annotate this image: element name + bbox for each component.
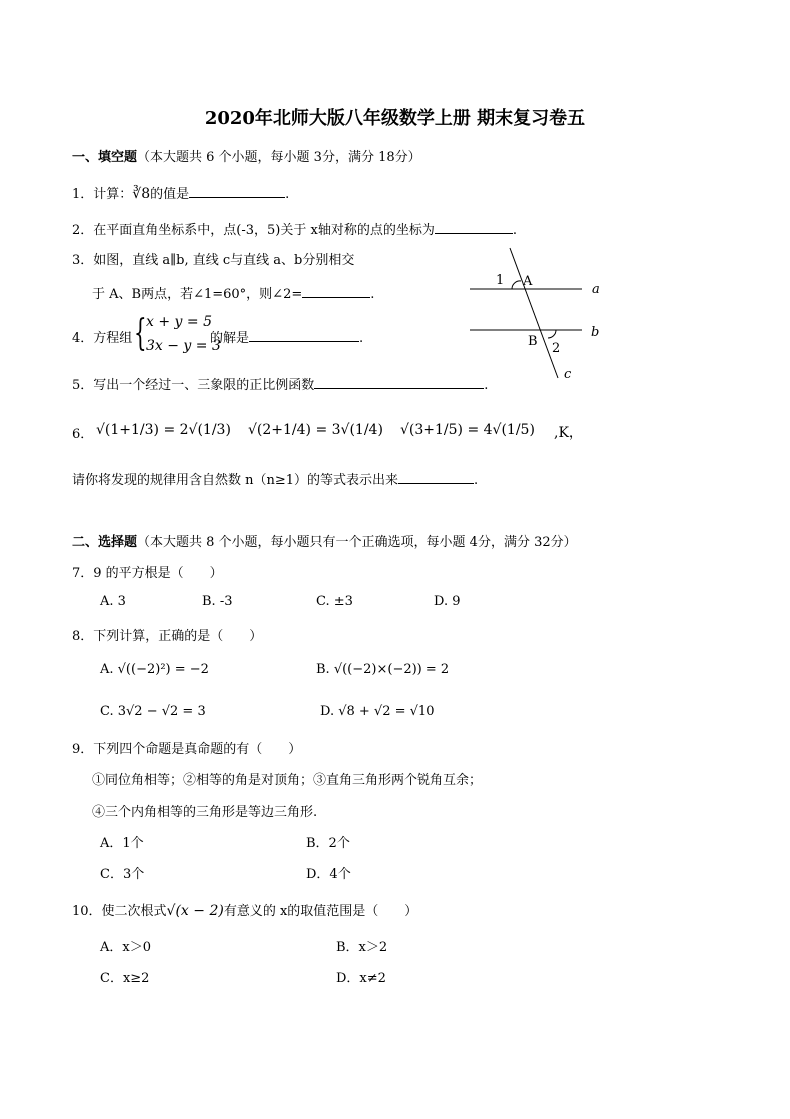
q10-option-c[interactable]: C．x≥2: [100, 971, 150, 986]
q5-answer-blank[interactable]: [314, 376, 484, 389]
label-2: 2: [552, 341, 561, 356]
q3-end: .: [370, 287, 375, 302]
q10-suffix: 有意义的 x的取值范围是（ ）: [223, 904, 418, 919]
q9-statements-line-2: ④三个内角相等的三角形是等边三角形.: [92, 805, 318, 820]
q1-suffix: 的值是: [150, 187, 190, 202]
q8-option-b[interactable]: B. √((−2)×(−2)) = 2: [316, 662, 450, 677]
label-A: A: [523, 274, 533, 289]
question-6-line-2: [72, 469, 478, 488]
q6-answer-blank[interactable]: [398, 471, 474, 484]
q5-text: 5．写出一个经过一、三象限的正比例函数: [72, 378, 315, 393]
q4-end: .: [359, 331, 364, 346]
q8-option-d[interactable]: D. √8 + √2 = √10: [320, 704, 435, 719]
q10-option-d[interactable]: D．x≠2: [336, 971, 386, 986]
question-9: 9．下列四个命题是真命题的有（ ）: [72, 742, 302, 757]
q7-option-c[interactable]: C. ±3: [316, 594, 353, 609]
section-2-heading: [72, 531, 577, 550]
q8-option-a[interactable]: A. √((−2)²) = −2: [100, 662, 209, 677]
q8-option-c[interactable]: C. 3√2 − √2 = 3: [100, 704, 206, 719]
page-title: 2020年北师大版八年级数学上册 期末复习卷五: [204, 108, 586, 129]
q3-answer-blank[interactable]: [302, 285, 370, 298]
line-c: [510, 248, 561, 378]
question-3-line-2: [92, 283, 374, 302]
q1-end: .: [285, 187, 290, 202]
q6-equation-3: √(3+1/5) = 4√(1/5): [400, 422, 535, 438]
q10-expr: √(x − 2): [166, 903, 224, 919]
q10-option-b[interactable]: B．x＞2: [336, 940, 388, 955]
q4-brace: {: [134, 313, 147, 354]
label-c: c: [564, 367, 572, 382]
q7-option-b[interactable]: B. -3: [202, 594, 233, 609]
q6-prefix: 6．: [72, 427, 94, 442]
q2-text: 2．在平面直角坐标系中，点(-3，5)关于 x轴对称的点的坐标为: [72, 223, 435, 238]
q6-text: 请你将发现的规律用含自然数 n（n≥1）的等式表示出来: [72, 473, 399, 488]
question-8: 8．下列计算，正确的是（ ）: [72, 629, 263, 644]
q1-answer-blank[interactable]: [189, 185, 285, 198]
question-3-line-1: 3．如图，直线 a∥b, 直线 c与直线 a、b分别相交: [72, 253, 355, 268]
q6-equation-2: √(2+1/4) = 3√(1/4): [248, 422, 383, 438]
question-1: [72, 183, 289, 202]
q5-end: .: [484, 378, 489, 393]
q9-option-a[interactable]: A．1个: [100, 836, 144, 851]
section-1-desc: （本大题共 6 个小题，每小题 3分，满分 18分）: [137, 150, 421, 165]
q1-prefix: 1．计算：: [72, 187, 133, 202]
q2-end: .: [512, 223, 517, 238]
label-1: 1: [496, 273, 505, 288]
q7-option-a[interactable]: A. 3: [100, 594, 126, 609]
q9-option-b[interactable]: B．2个: [306, 836, 350, 851]
q4-equation-1: x + y = 5: [146, 314, 212, 330]
q6-equation-1: √(1+1/3) = 2√(1/3): [96, 422, 231, 438]
section-2-desc: （本大题共 8 个小题，每小题只有一个正确选项，每小题 4分，满分 32分）: [137, 535, 577, 550]
parallel-lines-figure: [460, 244, 610, 384]
section-1-heading: [72, 146, 421, 165]
q4-suffix: 的解是: [210, 331, 250, 346]
q3-text: 于 A、B两点，若∠1=60°，则∠2=: [92, 287, 303, 302]
q4-tail: [210, 327, 363, 346]
q1-expr: ∛8: [132, 186, 151, 202]
q9-option-d[interactable]: D．4个: [306, 867, 351, 882]
q6-end: .: [474, 473, 479, 488]
q10-option-a[interactable]: A．x＞0: [100, 940, 151, 955]
q4-answer-blank[interactable]: [249, 329, 359, 342]
q2-answer-blank[interactable]: [435, 221, 513, 234]
label-b: b: [591, 325, 600, 340]
question-2: [72, 219, 517, 238]
angle-2-arc: [548, 330, 556, 338]
question-7: 7．9 的平方根是（ ）: [72, 566, 223, 581]
section-2-label: 二、选择题: [72, 535, 138, 550]
angle-1-arc: [512, 281, 521, 289]
question-10: [72, 900, 417, 919]
q9-option-c[interactable]: C．3个: [100, 867, 145, 882]
q6-tail: ,K，: [554, 425, 583, 441]
q4-equation-2: 3x − y = 3: [146, 338, 221, 354]
q10-prefix: 10．使二次根式: [72, 904, 167, 919]
label-B: B: [528, 334, 538, 349]
q7-option-d[interactable]: D. 9: [434, 594, 461, 609]
q9-statements-line-1: ①同位角相等；②相等的角是对顶角；③直角三角形两个锐角互余；: [92, 773, 483, 788]
q4-prefix: 4．方程组: [72, 331, 133, 346]
question-5: [72, 374, 488, 393]
section-1-label: 一、填空题: [72, 150, 138, 165]
label-a: a: [592, 282, 600, 297]
